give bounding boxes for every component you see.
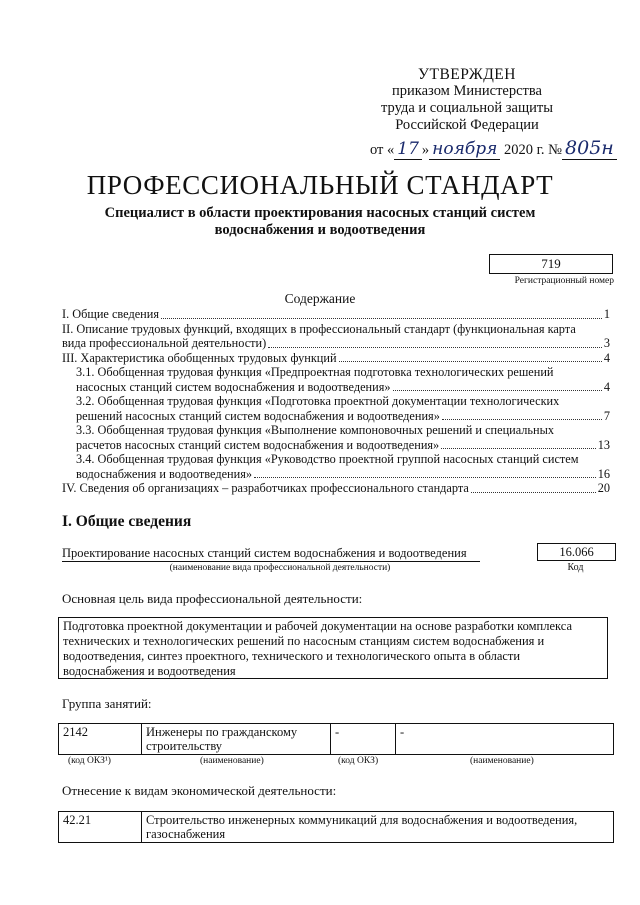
occupation-code-2: - <box>331 724 396 755</box>
toc-item[interactable] <box>62 481 610 496</box>
goal-label: Основная цель вида профессиональной деятельности: <box>62 591 363 606</box>
toc-title: Содержание <box>284 291 356 306</box>
toc-item-label: I. Общие сведения <box>62 307 159 321</box>
section-heading: I. Общие сведения <box>62 513 192 530</box>
toc-item-label: 3.2. Обобщенная трудовая функция «Подготовка проектной документации технологических <box>76 394 560 408</box>
toc-item[interactable] <box>62 423 610 452</box>
occupation-code: 2142 <box>59 724 142 755</box>
order-month: ноября <box>429 139 500 160</box>
occupation-name: Инженеры по гражданскому строительству <box>142 724 331 755</box>
toc-item-label: II. Описание трудовых функций, входящих в профессиональный стандарт (функциональная карта <box>62 321 576 336</box>
order-prefix: от « <box>370 142 395 158</box>
order-day: 17 <box>394 139 422 160</box>
occupation-table <box>58 723 614 755</box>
toc-item-label: 3.4. Обобщенная трудовая функция «Руководство проектной группой насосных станций систем <box>76 452 579 466</box>
document-title: ПРОФЕССИОНАЛЬНЫЙ СТАНДАРТ <box>86 170 554 200</box>
registration-label: Регистрационный номер <box>514 276 614 286</box>
goal-text: Подготовка проектной документации и рабочей документации на основе разработки комплекса технических и технологических решений по насосным станциям систем водоснабжения и водоотведения, синтез проектного, технического и технологического опыта в области водоснабжения и водоотведения <box>58 617 608 679</box>
toc-dots <box>442 419 602 420</box>
caption-okz-code-2: (код ОКЗ) <box>338 756 379 766</box>
toc-item[interactable] <box>62 452 610 481</box>
approval-line: труда и социальной защиты <box>381 100 553 116</box>
toc-item[interactable] <box>62 322 610 351</box>
registration-number: 719 <box>489 254 613 274</box>
toc-dots <box>393 390 602 391</box>
approval-block <box>372 66 562 134</box>
toc-item[interactable] <box>62 351 610 366</box>
toc-item-label: III. Характеристика обобщенных трудовых функций <box>62 350 337 365</box>
activity-caption: (наименование вида профессиональной деятельности) <box>169 563 391 573</box>
order-number: 805н <box>562 137 617 160</box>
toc-dots <box>471 492 596 493</box>
order-year: 2020 г. № <box>504 142 563 158</box>
toc-item[interactable] <box>62 365 610 394</box>
order-mid: » <box>421 142 430 158</box>
caption-name-2: (наименование) <box>470 756 534 766</box>
toc-item-label-cont: водоснабжения и водоотведения» <box>76 466 253 481</box>
toc-page: 13 <box>597 437 610 452</box>
activity-code: 16.066 <box>537 543 616 561</box>
toc-item-label: 3.3. Обобщенная трудовая функция «Выполнение компоновочных решений и специальных <box>76 423 555 437</box>
toc-page: 3 <box>603 336 610 350</box>
toc-item-label: 3.1. Обобщенная трудовая функция «Предпроектная подготовка технологических решений <box>76 365 554 379</box>
table-of-contents <box>62 307 610 496</box>
toc-item[interactable] <box>62 307 610 322</box>
approval-title: УТВЕРЖДЕН <box>418 66 516 83</box>
order-line <box>370 137 617 160</box>
toc-dots <box>268 347 602 348</box>
approval-line: приказом Министерства <box>392 83 542 99</box>
caption-name: (наименование) <box>200 756 264 766</box>
toc-item-label-cont: вида профессиональной деятельности) <box>62 336 267 350</box>
toc-page: 4 <box>603 350 610 365</box>
toc-item-label-cont: решений насосных станций систем водоснабжения и водоотведения» <box>76 408 440 423</box>
caption-okz-code: (код ОКЗ¹) <box>68 756 111 766</box>
toc-dots <box>441 448 596 449</box>
toc-item[interactable] <box>62 394 610 423</box>
toc-page: 16 <box>597 466 610 481</box>
code-caption: Код <box>567 562 584 573</box>
econ-activity-table <box>58 811 614 843</box>
toc-item-label: IV. Сведения об организациях – разработчиках профессионального стандарта <box>62 481 469 495</box>
toc-page: 4 <box>603 379 610 394</box>
toc-dots <box>161 318 602 319</box>
table-row <box>59 812 614 843</box>
occupation-label: Группа занятий: <box>62 696 152 711</box>
occupation-name-2: - <box>396 724 614 755</box>
activity-name: Проектирование насосных станций систем водоснабжения и водоотведения <box>62 546 480 562</box>
okved-name: Строительство инженерных коммуникаций для водоснабжения и водоотведения, газоснабжения <box>142 812 614 843</box>
toc-item-label-cont: расчетов насосных станций систем водоснабжения и водоотведения» <box>76 437 440 452</box>
toc-page: 7 <box>603 408 610 423</box>
toc-dots <box>339 361 602 362</box>
toc-item-label-cont: насосных станций систем водоснабжения и водоотведения» <box>76 379 391 394</box>
toc-page: 1 <box>603 307 610 321</box>
document-subtitle: Специалист в области проектирования насосных станций систем водоснабжения и водоотведения <box>104 205 536 238</box>
toc-page: 20 <box>597 481 610 495</box>
okved-code: 42.21 <box>59 812 142 843</box>
econ-label: Отнесение к видам экономической деятельности: <box>62 783 337 798</box>
approval-line: Российской Федерации <box>395 117 539 133</box>
toc-dots <box>254 477 596 478</box>
table-row <box>59 724 614 755</box>
